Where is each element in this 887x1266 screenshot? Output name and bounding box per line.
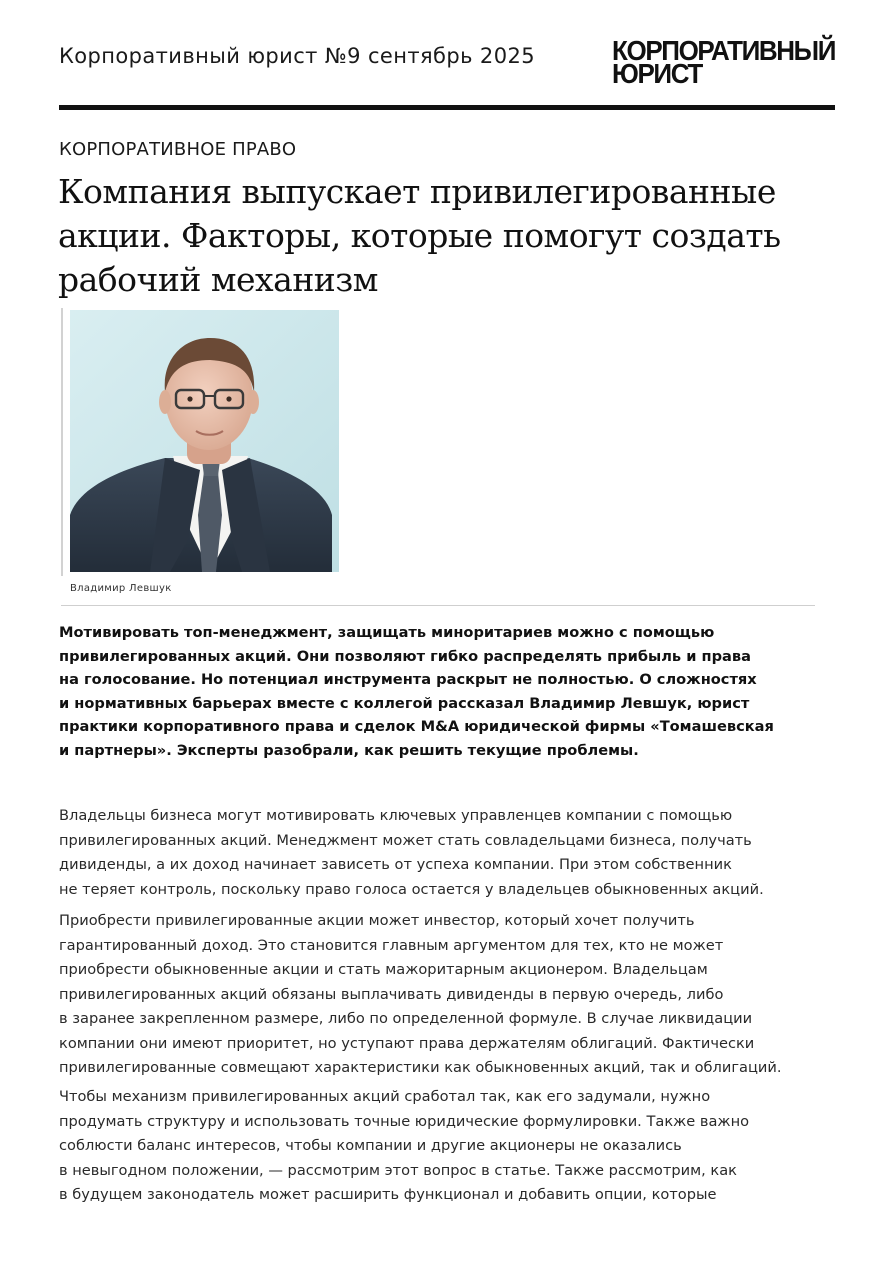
text-line: гарантированный доход. Это становится главным аргументом для тех, кто не может xyxy=(59,936,724,954)
lead-line: на голосование. Но потенциал инструмента раскрыт не полностью. О сложностях xyxy=(59,671,757,688)
issue-line: Корпоративный юрист №9 сентябрь 2025 xyxy=(59,44,535,68)
text-line: соблюсти баланс интересов, чтобы компании и другие акционеры не оказались xyxy=(59,1137,682,1154)
body-paragraph-3 xyxy=(59,1085,835,1208)
text-line: привилегированных акций обязаны выплачивать дивиденды в первую очередь, либо xyxy=(59,985,724,1003)
headline-line: Компания выпускает привилегированные xyxy=(58,172,776,211)
photo-caption: Владимир Левшук xyxy=(70,583,172,594)
lead-line: и нормативных барьерах вместе с коллегой рассказал Владимир Левшук, юрист xyxy=(59,694,750,712)
article-category: КОРПОРАТИВНОЕ ПРАВО xyxy=(59,139,297,160)
text-line: не теряет контроль, поскольку право голоса остается у владельцев обыкновенных акций. xyxy=(59,880,764,898)
lead-line: и партнеры». Эксперты разобрали, как решить текущие проблемы. xyxy=(59,741,639,759)
photo-divider xyxy=(61,605,815,606)
text-line: компании они имеют приоритет, но уступают права держателям облигаций. Фактически xyxy=(59,1034,755,1052)
lead-line: практики корпоративного права и сделок M&A юридической фирмы «Томашевская xyxy=(59,718,774,735)
article-lead xyxy=(59,621,835,762)
text-line: Владельцы бизнеса могут мотивировать ключевых управленцев компании с помощью xyxy=(59,807,733,824)
text-line: в невыгодном положении, — рассмотрим этот вопрос в статье. Также рассмотрим, как xyxy=(59,1161,737,1179)
photo-frame-line xyxy=(61,308,63,576)
header-rule xyxy=(59,105,835,110)
lead-line: Мотивировать топ-менеджмент, защищать миноритариев можно с помощью xyxy=(59,624,715,641)
text-line: привилегированные совмещают характеристики как обыкновенных акций, так и облигаций. xyxy=(59,1059,782,1076)
logo-line-1: КОРПОРАТИВНЫЙ xyxy=(612,34,835,67)
logo-line-2: ЮРИСТ xyxy=(612,57,702,90)
text-line: привилегированных акций. Менеджмент может стать совладельцами бизнеса, получать xyxy=(59,831,752,849)
magazine-logo xyxy=(612,34,835,90)
headline-line: акции. Факторы, которые помогут создать xyxy=(58,216,781,255)
text-line: в будущем законодатель может расширить функционал и добавить опции, которые xyxy=(59,1186,717,1203)
lead-line: привилегированных акций. Они позволяют гибко распределять прибыль и права xyxy=(59,647,751,665)
body-paragraph-2 xyxy=(59,909,835,1081)
article-headline xyxy=(58,170,838,302)
text-line: Приобрести привилегированные акции может инвестор, который хочет получить xyxy=(59,912,695,929)
text-line: в заранее закрепленном размере, либо по определенной формуле. В случае ликвидации xyxy=(59,1010,753,1027)
headline-line: рабочий механизм xyxy=(58,260,378,299)
page-header xyxy=(59,34,835,100)
text-line: дивиденды, а их доход начинает зависеть от успеха компании. При этом собственник xyxy=(59,856,732,873)
text-line: продумать структуру и использовать точные юридические формулировки. Также важно xyxy=(59,1112,750,1130)
author-photo xyxy=(70,310,339,572)
body-paragraph-1 xyxy=(59,804,835,902)
text-line: Чтобы механизм привилегированных акций сработал так, как его задумали, нужно xyxy=(59,1088,711,1105)
text-line: приобрести обыкновенные акции и стать мажоритарным акционером. Владельцам xyxy=(59,961,708,978)
